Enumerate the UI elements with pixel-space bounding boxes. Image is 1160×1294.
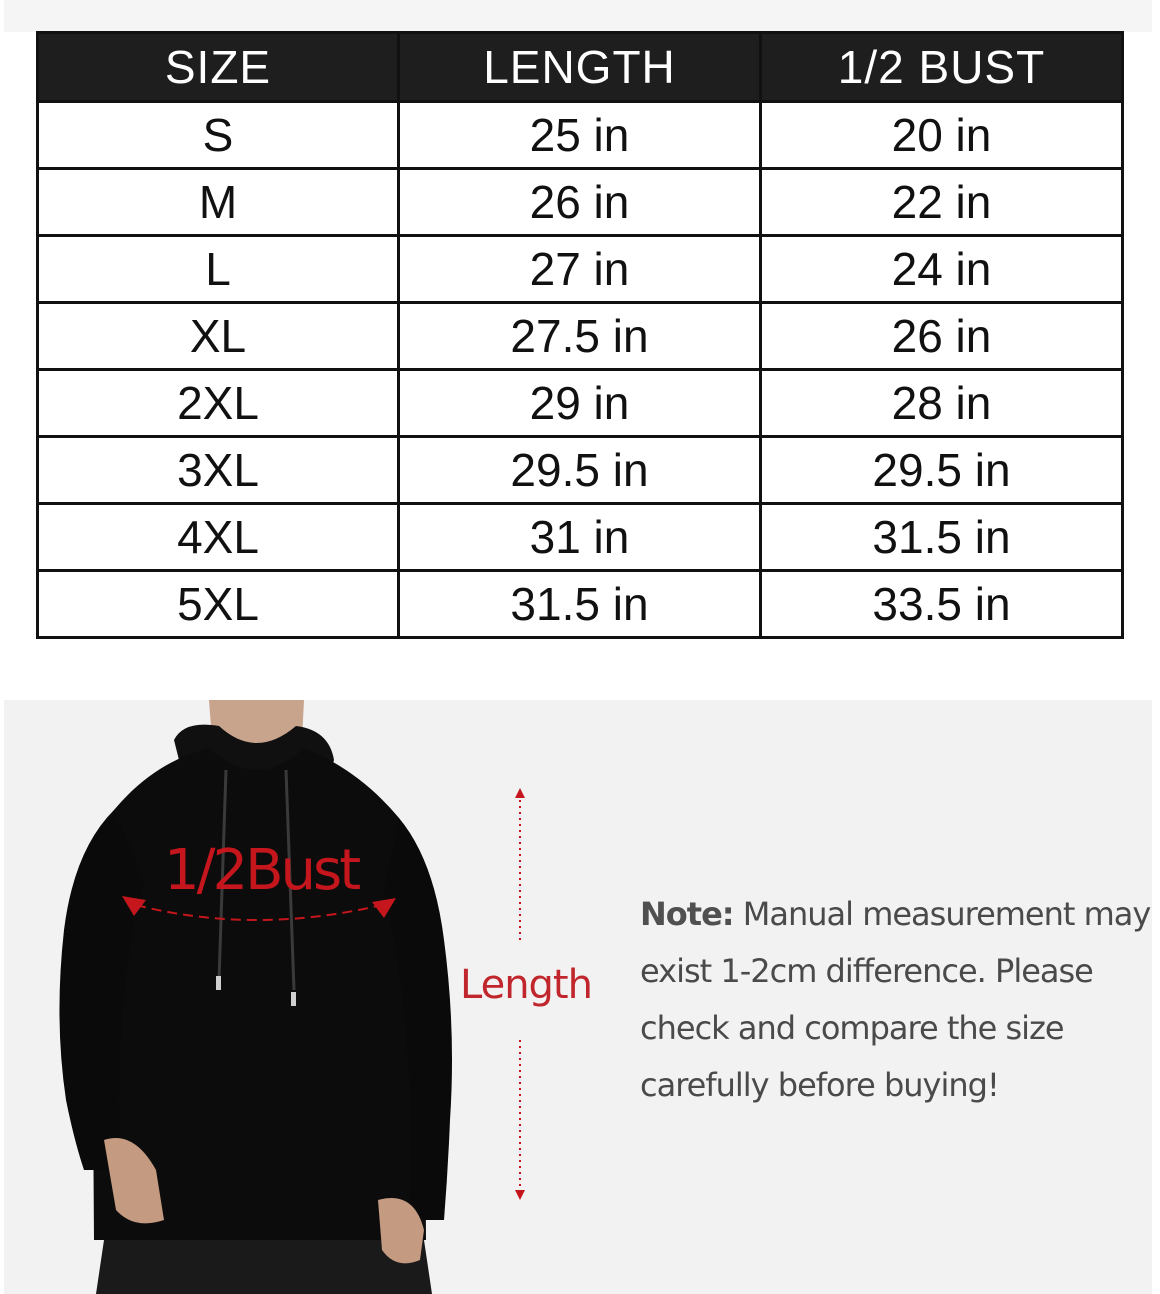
length-cell: 31 in (398, 504, 760, 571)
header-size: SIZE (38, 33, 399, 102)
table-row (38, 370, 1123, 437)
table-row (38, 102, 1123, 169)
table-row (38, 303, 1123, 370)
size-cell: XL (38, 303, 399, 370)
header-length: LENGTH (398, 33, 760, 102)
length-arrow-up (515, 788, 525, 798)
bust-cell: 28 in (760, 370, 1122, 437)
note-label: Note: (640, 895, 734, 933)
size-cell: 2XL (38, 370, 399, 437)
bust-cell: 24 in (760, 236, 1122, 303)
size-cell: 5XL (38, 571, 399, 638)
note-line-1 (640, 886, 1152, 943)
length-cell: 31.5 in (398, 571, 760, 638)
pants-shape (96, 1240, 432, 1294)
table-row (38, 169, 1123, 236)
note-text-1: Manual measurement may (742, 895, 1151, 933)
bust-cell: 33.5 in (760, 571, 1122, 638)
bust-cell: 31.5 in (760, 504, 1122, 571)
length-cell: 27 in (398, 236, 760, 303)
top-strip (4, 0, 1152, 32)
bust-cell: 29.5 in (760, 437, 1122, 504)
size-cell: M (38, 169, 399, 236)
size-cell: 4XL (38, 504, 399, 571)
header-bust: 1/2 BUST (760, 33, 1122, 102)
length-cell: 29.5 in (398, 437, 760, 504)
measurement-note (640, 886, 1152, 1114)
bust-cell: 26 in (760, 303, 1122, 370)
length-cell: 27.5 in (398, 303, 760, 370)
table-row (38, 571, 1123, 638)
note-line-4: carefully before buying! (640, 1066, 999, 1104)
size-table (36, 31, 1124, 639)
table-row (38, 504, 1123, 571)
table-row (38, 236, 1123, 303)
bust-cell: 20 in (760, 102, 1122, 169)
length-cell: 25 in (398, 102, 760, 169)
size-cell: S (38, 102, 399, 169)
length-arrow-down (515, 1190, 525, 1200)
size-cell: L (38, 236, 399, 303)
table-row (38, 437, 1123, 504)
table-header-row (38, 33, 1123, 102)
bust-label: 1/2Bust (164, 838, 359, 903)
size-cell: 3XL (38, 437, 399, 504)
length-cell: 26 in (398, 169, 760, 236)
length-cell: 29 in (398, 370, 760, 437)
length-label: Length (460, 962, 592, 1008)
note-line-2: exist 1-2cm difference. Please (640, 952, 1093, 990)
bust-cell: 22 in (760, 169, 1122, 236)
measurement-illustration (4, 700, 1152, 1294)
note-line-3: check and compare the size (640, 1009, 1064, 1047)
